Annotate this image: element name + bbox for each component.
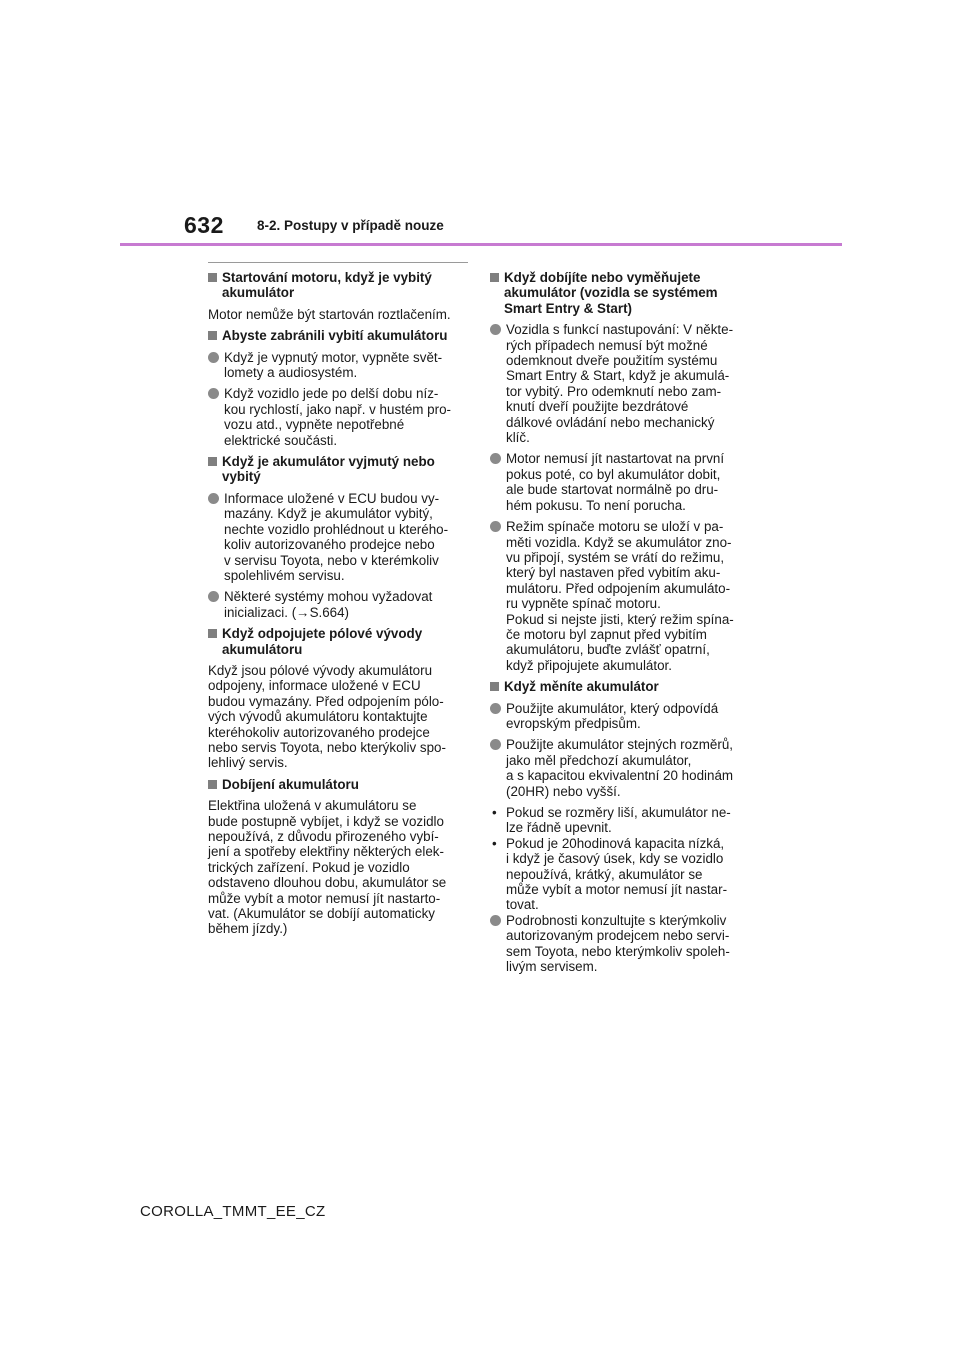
bullet-item bbox=[208, 491, 468, 583]
section-heading bbox=[208, 777, 468, 792]
bullet-item bbox=[490, 519, 750, 673]
bullet-item bbox=[490, 451, 750, 513]
sub-bullet-text: Pokud je 20hodinová kapacita nízká, i když je časový úsek, kdy se vozidlo nepoužívá, krátký, akumulátor se může vybít a motor nemusí jít nastar- tovat. bbox=[506, 835, 728, 913]
heading-text: Dobíjení akumulátoru bbox=[222, 776, 359, 792]
bullet-text: Když vozidlo jede po delší dobu níz- kou rychlostí, jako např. v hustém pro- vozu atd., vypněte nepotřebné elektrické součásti. bbox=[224, 386, 451, 448]
heading-text: Když odpojujete pólové vývody akumulátoru bbox=[222, 626, 423, 657]
square-bullet-icon bbox=[208, 780, 217, 789]
circle-bullet-icon bbox=[208, 591, 219, 602]
paragraph-text: Motor nemůže být startován roztlačením. bbox=[208, 306, 451, 322]
circle-bullet-icon bbox=[490, 915, 501, 926]
bullet-text: Některé systémy mohou vyžadovat inicializaci. (→S.664) bbox=[224, 589, 433, 620]
section-heading bbox=[208, 626, 468, 657]
heading-text: Startování motoru, když je vybitý akumulátor bbox=[222, 270, 432, 301]
bullet-text: Informace uložené v ECU budou vy- mazány. Když je akumulátor vybitý, nechte vozidlo prohlédnout u kterého- koliv autorizovaného prodejce nebo v servisu Toyota, nebo v kterémkoliv spolehlivém servisu. bbox=[224, 490, 449, 583]
left-column bbox=[208, 270, 468, 943]
right-column bbox=[490, 270, 750, 980]
section-heading bbox=[208, 328, 468, 343]
bullet-item bbox=[490, 737, 750, 799]
circle-bullet-icon bbox=[490, 521, 501, 532]
circle-bullet-icon bbox=[208, 388, 219, 399]
section-title: 8-2. Postupy v případě nouze bbox=[257, 218, 444, 233]
circle-bullet-icon bbox=[490, 453, 501, 464]
header-divider bbox=[120, 243, 842, 246]
square-bullet-icon bbox=[490, 273, 499, 282]
bullet-item bbox=[208, 350, 468, 381]
bullet-text: Když je vypnutý motor, vypněte svět- lomety a audiosystém. bbox=[224, 349, 443, 381]
column-divider bbox=[208, 262, 468, 263]
paragraph-text: Když jsou pólové vývody akumulátoru odpojeny, informace uložené v ECU budou vymazány. Před odpojením pólo- vých vývodů akumulátoru kontaktujte kteréhokoliv autorizovaného prodejce nebo servis Toyota, nebo kterýkoliv spo- lehlivý servis. bbox=[208, 662, 446, 771]
bullet-item bbox=[490, 913, 750, 975]
square-bullet-icon bbox=[490, 682, 499, 691]
bullet-item bbox=[208, 386, 468, 448]
bullet-item bbox=[490, 322, 750, 445]
sub-bullet-item bbox=[490, 805, 750, 836]
bullet-text: Vozidla s funkcí nastupování: V někte- rých případech nemusí být možné odemknout dveře použitím systému Smart Entry & Start, když je akumulá- tor vybitý. Pro odemknutí nebo zam- knutí dveří použijte bezdrátové dálkové ovládání nebo mechanický klíč. bbox=[506, 322, 734, 446]
section-heading bbox=[208, 270, 468, 301]
section-heading bbox=[490, 270, 750, 316]
square-bullet-icon bbox=[208, 629, 217, 638]
heading-text: Když měníte akumulátor bbox=[504, 679, 659, 695]
section-heading bbox=[208, 454, 468, 485]
heading-text: Když dobíjíte nebo vyměňujete akumulátor (vozidla se systémem Smart Entry & Start) bbox=[504, 270, 718, 316]
paragraph bbox=[208, 798, 468, 937]
bullet-text: Podrobnosti konzultujte s kterýmkoliv autorizovaným prodejcem nebo servi- sem Toyota, nebo kterýmkoliv spoleh- livým servisem. bbox=[506, 912, 730, 975]
circle-bullet-icon bbox=[490, 324, 501, 335]
bullet-text: Motor nemusí jít nastartovat na první pokus poté, co byl akumulátor dobit, ale bude startovat normálně po dru- hém pokusu. To není porucha. bbox=[506, 451, 725, 513]
paragraph bbox=[208, 663, 468, 771]
heading-text: Abyste zabránili vybití akumulátoru bbox=[222, 328, 448, 344]
square-bullet-icon bbox=[208, 331, 217, 340]
bullet-text: Režim spínače motoru se uloží v pa- měti vozidla. Když se akumulátor zno- vu připojí, systém se vrátí do režimu, který byl nastaven před vybitím aku- mulátoru. Před odpojením akumuláto- ru vypněte spínač motoru. Pokud si nejste jisti, který režim spína- če motoru byl zapnut před vybitím akumulátoru, buďte zvlášť opatrní, když připojujete akumulátor. bbox=[506, 519, 734, 673]
circle-bullet-icon bbox=[208, 493, 219, 504]
paragraph bbox=[208, 307, 468, 322]
heading-text: Když je akumulátor vyjmutý nebo vybitý bbox=[222, 454, 435, 485]
dot-bullet-icon: • bbox=[492, 835, 497, 851]
sub-bullet-item bbox=[490, 836, 750, 913]
bullet-item bbox=[208, 589, 468, 620]
square-bullet-icon bbox=[208, 273, 217, 282]
circle-bullet-icon bbox=[208, 352, 219, 363]
bullet-item bbox=[490, 701, 750, 732]
bullet-text: Použijte akumulátor stejných rozměrů, jako měl předchozí akumulátor, a s kapacitou ekvivalentní 20 hodinám (20HR) nebo vyšší. bbox=[506, 737, 734, 799]
page-number: 632 bbox=[184, 212, 224, 238]
bullet-text: Použijte akumulátor, který odpovídá evropským předpisům. bbox=[506, 700, 719, 731]
document-code: COROLLA_TMMT_EE_CZ bbox=[140, 1203, 326, 1220]
circle-bullet-icon bbox=[490, 703, 501, 714]
circle-bullet-icon bbox=[490, 739, 501, 750]
paragraph-text: Elektřina uložená v akumulátoru se bude postupně vybíjet, i když se vozidlo nepoužívá, z důvodu přirozeného vybí- jení a spotřeby elektřiny některých elek- trických zařízení. Pokud je vozidlo odstaveno dlouhou dobu, akumulátor se může vybít a motor nemusí jít nastarto- vat. (Akumulátor se dobíjí automaticky během jízdy.) bbox=[208, 798, 447, 937]
section-heading bbox=[490, 679, 750, 694]
square-bullet-icon bbox=[208, 457, 217, 466]
sub-bullet-text: Pokud se rozměry liší, akumulátor ne- lze řádně upevnit. bbox=[506, 805, 731, 836]
dot-bullet-icon: • bbox=[492, 805, 497, 820]
